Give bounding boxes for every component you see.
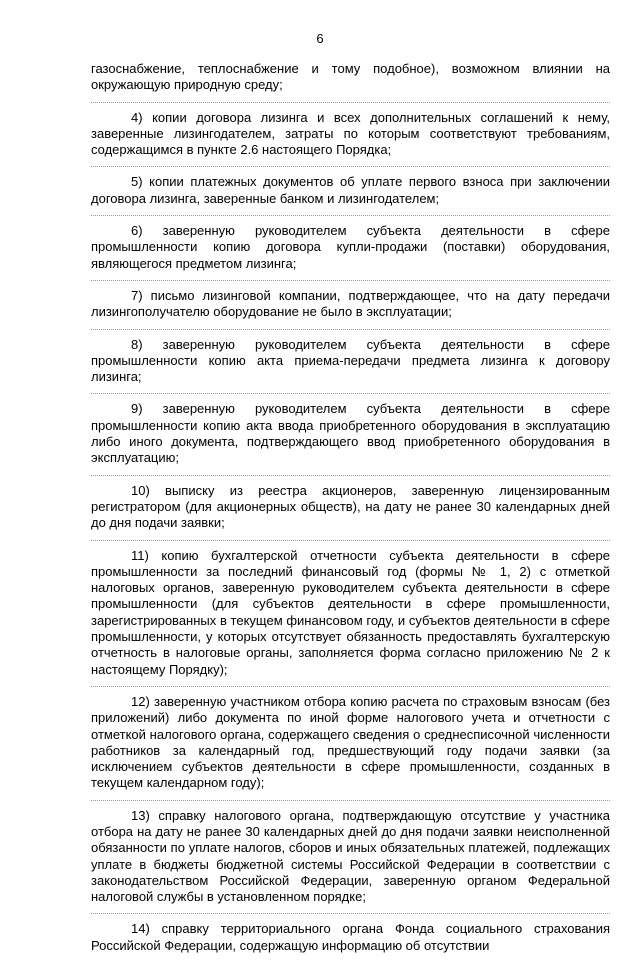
list-item-13: 13) справку налогового органа, подтверждающую отсутствие у участника отбора на дату не ранее 30 календарных дней до дня подачи заявки неисполненной обязанности по уплате налогов, сборов и иных обязательных платежей, подлежащих уплате в бюджеты бюджетной системы Российской Федерации в соответствии с законодательством Российской Федерации, заверенную органом Федеральной налоговой службы в установленном порядке; — [91, 807, 610, 905]
divider — [91, 102, 610, 103]
list-item-14: 14) справку территориального органа Фонда социального страхования Российской Федерации, содержащую информацию об отсутствии — [91, 921, 610, 953]
list-item-9: 9) заверенную руководителем субъекта деятельности в сфере промышленности копию акта ввода приобретенного оборудования в эксплуатацию либо иного документа, подтверждающего ввод приобретенного оборудования в эксплуатацию; — [91, 401, 610, 466]
divider — [91, 393, 610, 394]
paragraph-continuation: газоснабжение, теплоснабжение и тому подобное), возможном влиянии на окружающую природную среду; — [91, 61, 610, 93]
divider — [91, 913, 610, 914]
divider — [91, 540, 610, 541]
divider — [91, 280, 610, 281]
document-body — [91, 61, 610, 962]
divider — [91, 215, 610, 216]
divider — [91, 329, 610, 330]
list-item-5: 5) копии платежных документов об уплате первого взноса при заключении договора лизинга, заверенные банком и лизингодателем; — [91, 174, 610, 206]
list-item-6: 6) заверенную руководителем субъекта деятельности в сфере промышленности копию договора купли-продажи (поставки) оборудования, являющегося предметом лизинга; — [91, 223, 610, 271]
list-item-11: 11) копию бухгалтерской отчетности субъекта деятельности в сфере промышленности за последний финансовый год (формы № 1, 2) с отметкой налоговых органов, заверенную руководителем субъекта деятельности в сфере промышленности (для субъектов деятельности в сфере промышленности, зарегистрированных в текущем финансовом году, и субъектов деятельности в сфере промышленности, у которых отсутствует обязанность предоставлять бухгалтерскую отчетность в налоговые органы, заполняется форма согласно приложению № 2 к настоящему Порядку); — [91, 547, 610, 677]
list-item-7: 7) письмо лизинговой компании, подтверждающее, что на дату передачи лизингополучателю оборудование не было в эксплуатации; — [91, 287, 610, 320]
divider — [91, 475, 610, 476]
list-item-8: 8) заверенную руководителем субъекта деятельности в сфере промышленности копию акта приема-передачи предмета лизинга к договору лизинга; — [91, 336, 610, 385]
divider — [91, 686, 610, 687]
divider — [91, 800, 610, 801]
list-item-4: 4) копии договора лизинга и всех дополнительных соглашений к нему, заверенные лизингодателем, затраты по которым соответствуют требованиям, содержащимся в пункте 2.6 настоящего Порядка; — [91, 109, 610, 158]
list-item-10: 10) выписку из реестра акционеров, заверенную лицензированным регистратором (для акционерных обществ), на дату не ранее 30 календарных дней до дня подачи заявки; — [91, 482, 610, 531]
divider — [91, 166, 610, 167]
list-item-12: 12) заверенную участником отбора копию расчета по страховым взносам (без приложений) либо документа по иной форме налогового учета и отчетности с отметкой налогового органа, содержащего сведения о среднесписочной численности работников за календарный год, предшествующий году подачи заявки (за исключением субъектов деятельности в сфере промышленности, созданных в текущем календарном году); — [91, 693, 610, 791]
page-number: 6 — [316, 31, 324, 46]
